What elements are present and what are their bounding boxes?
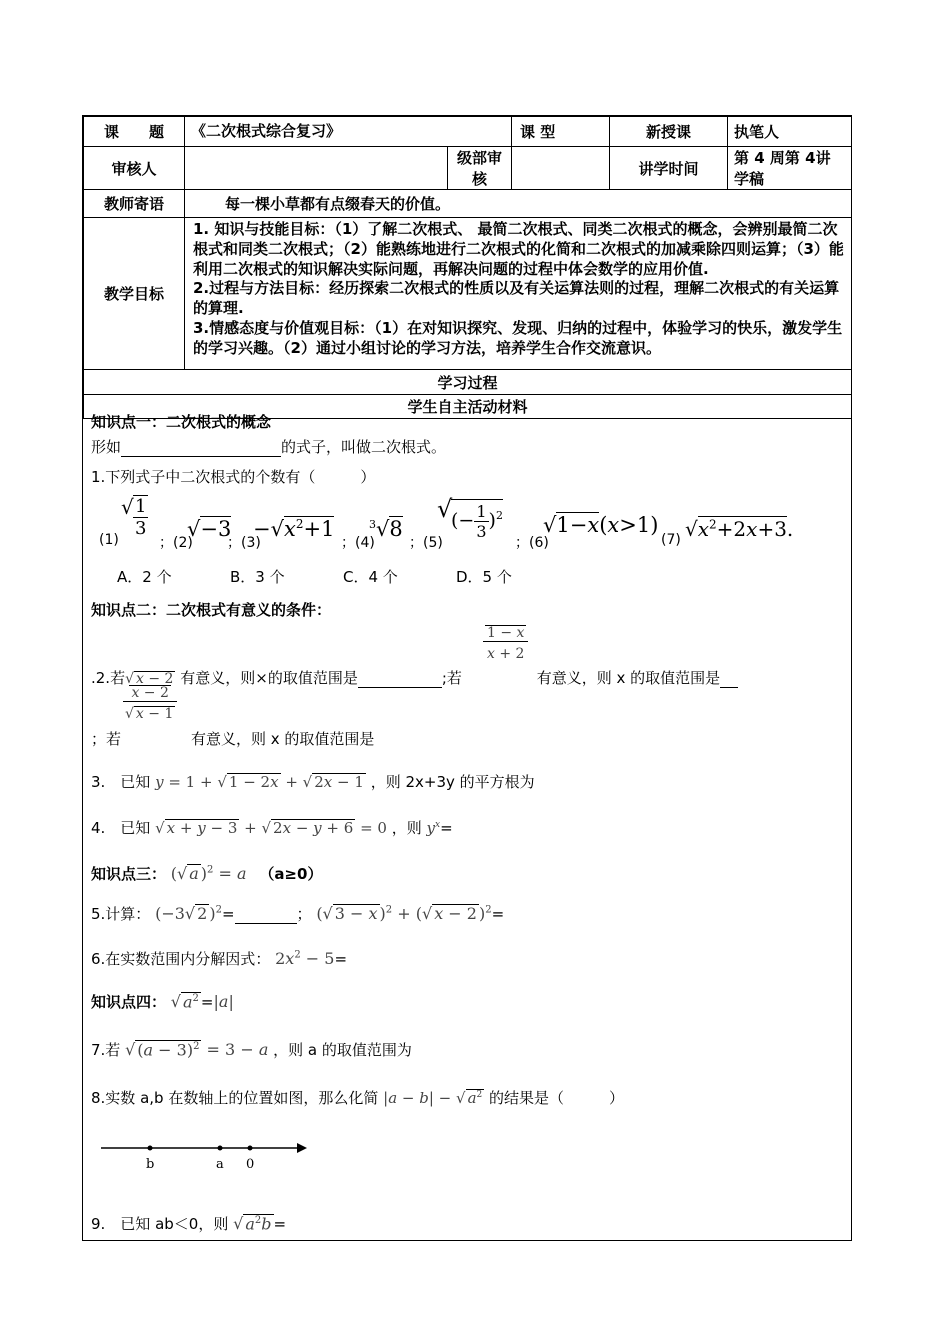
label-a: a bbox=[216, 1157, 224, 1172]
q1-options bbox=[117, 566, 512, 587]
label-0: 0 bbox=[246, 1157, 255, 1172]
number-line bbox=[101, 1133, 311, 1183]
q1-text: 1.下列式子中二次根式的个数有（ ） bbox=[91, 468, 376, 486]
q4-line: 4. 已知 √ x + y − 3 + √ 2x − y + 6 = 0 ，则 $y^x=$ bbox=[91, 819, 453, 837]
reviewer-label: 审核人 bbox=[84, 147, 185, 190]
reviewer-value bbox=[185, 147, 448, 190]
axis-arrow bbox=[297, 1143, 307, 1153]
q2-line1: .2.若√ x − 2 有意义，则×的取值范围是 ;若 有意义，则 x 的取值范围是 bbox=[91, 667, 738, 688]
q3-line: 3. 已知 y = 1 + √ 1 − 2x + √ 2x − 1 ，则 2x+3y 的平方根为 bbox=[91, 773, 535, 791]
q1-option-b: B．3 个 bbox=[230, 568, 285, 586]
topic-value: 《二次根式综合复习》 bbox=[185, 117, 512, 147]
q5-line: 5.计算： (−3√ 2 )$^2$= ； (√ 3 − x )$^2$ + (√ x − 2 )$^2$= bbox=[91, 904, 505, 923]
label-b: b bbox=[146, 1157, 155, 1172]
q2-frac2: $\frac{x - 2}{√ x - 1}$ bbox=[123, 685, 177, 723]
message-value: 每一棵小草都有点缀春天的价值。 bbox=[185, 190, 852, 218]
grade-review-value bbox=[512, 147, 610, 190]
author-label: 执笔人 bbox=[728, 117, 852, 147]
k1-blank bbox=[121, 440, 281, 457]
q7-line: 7.若 √ $(a - 3)^2 = 3 - a$ ，则 a 的取值范围为 bbox=[91, 1040, 412, 1059]
type-label: 课 型 bbox=[512, 117, 610, 147]
q6-line: 6.在实数范围内分解因式： $2x^2 - 5=$ bbox=[91, 949, 348, 968]
q1-option-a: A．2 个 bbox=[117, 568, 172, 586]
worksheet-page: 课 题 《二次根式综合复习》 课 型 新授课 执笔人 审核人 级部审核 讲学时间 第 4 周第 4讲学稿 教师寄语 每一棵小草都有点缀春天的价值。 教学目标 1. 知识与技能目标：（1）了解二次根式、 最简二次根式、同类二次根式的概念，会辨别最简二次根式和同类二次根式；（2）能熟练地进行二次根式的化简和二次根式的加减乘除四则运算；（3）能利用二次根式的知识解决实际问题，再解决问题的过程中体会数学的应用价值. 2.过程与方法目标：经历探索二次根式的性质以及有关运算法则的过程，理解二次根式的有关运算的算理. 3.情感态度与价值观目标：（1）在对知识探究、发现、归纳的过程中，体验学习的快乐，激发学生的学习兴趣。（2）通过小组讨论的学习方法，培养学生合作交流意识。 学习过程 学生自主活动材料 知识点一：二次根式的概念 形如 的式子，叫做二次根式。 1.下列式子中二次根式的个数有（ ） (1) √ $\frac{1}{3}$ ；(2) √−3 ；(3) $-√x^2+1$ ；(4) $^3$√8 ；(5) √ (− $\frac{1}{3}$ )$^2$ ；(6) √1−x(x>1) (7) $√x^2+2x+3$. A．2 个 B．3 个 C．4 个 D．5 个 知识点二：二次根式有意义的条件： $\frac{1 - x}{x + 2}$ .2.若√ x − 2 有意义，则×的取值范围是 ;若 有意义，则 x 的取值范围是 $\frac{x - 2}{√ x - 1}$ ；若 有意义，则 x 的取值范围是 3. 已知 y = 1 + √ 1 − 2x + √ 2x − 1 ，则 2x+3y 的平方根为 4. 已知 √ x + y − 3 + √ 2x − y + 6 = 0 ，则 $y^x=$ 知识点三： (√ a )$^2$ = a （a≥0） 5.计算： (−3√ 2 )$^2$= ； (√ 3 − x )$^2$ + (√ x − 2 )$^2$= 6.在实数范围内分解因式： $2x^2 - 5=$ 知识点四： √ $a^2 =|a|$ 7.若 √ $(a - 3)^2 = 3 - a$ ，则 a 的取值范围为 8.实数 a,b 在数轴上的位置如图，那么化简 |a − b| − √ $a^2$ 的结果是（ ） b a 0 9. 已知 ab＜0，则 √ $a^2b$ = bbox=[82, 115, 852, 1241]
topic-label: 课 题 bbox=[84, 117, 185, 147]
q9-line: 9. 已知 ab＜0，则 √ $a^2b$ = bbox=[91, 1214, 287, 1233]
q2-frac: $\frac{1 - x}{x + 2}$ bbox=[483, 625, 528, 662]
point-0 bbox=[248, 1146, 253, 1151]
goals-cell bbox=[185, 218, 852, 370]
process-title: 学习过程 bbox=[84, 370, 852, 395]
goal-2: 2.过程与方法目标：经历探索二次根式的性质以及有关运算法则的过程，理解二次根式的有关运算的算理. bbox=[193, 279, 840, 318]
goal-1: 1. 知识与技能目标：（1）了解二次根式、 最简二次根式、同类二次根式的概念，会辨别最简二次根式和同类二次根式；（2）能熟练地进行二次根式的化简和二次根式的加减乘除四则运算；（3）能利用二次根式的知识解决实际问题，再解决问题的过程中体会数学的应用价值. bbox=[193, 220, 844, 278]
k4-line: 知识点四： √ $a^2 =|a|$ bbox=[91, 992, 234, 1011]
goal-3: 3.情感态度与价值观目标：（1）在对知识探究、发现、归纳的过程中，体验学习的快乐，激发学生的学习兴趣。（2）通过小组讨论的学习方法，培养学生合作交流意识。 bbox=[193, 318, 843, 357]
q1-option-c: C．4 个 bbox=[343, 568, 398, 586]
type-value: 新授课 bbox=[610, 117, 728, 147]
k2-title: 知识点二：二次根式有意义的条件： bbox=[91, 601, 332, 619]
point-a bbox=[218, 1146, 223, 1151]
q8-line: 8.实数 a,b 在数轴上的位置如图，那么化简 |a − b| − √ $a^2$ 的结果是（ ） bbox=[91, 1089, 625, 1107]
lecture-time-value: 第 4 周第 4讲学稿 bbox=[728, 147, 852, 190]
point-b bbox=[148, 1146, 153, 1151]
message-label: 教师寄语 bbox=[84, 190, 185, 218]
k1-title: 知识点一：二次根式的概念 bbox=[91, 413, 272, 431]
material-title: 学生自主活动材料 bbox=[84, 395, 852, 419]
q2-line2: ；若 有意义，则 x 的取值范围是 bbox=[91, 730, 375, 748]
goals-label: 教学目标 bbox=[84, 218, 185, 370]
grade-review-label: 级部审核 bbox=[448, 147, 512, 190]
header-table bbox=[83, 116, 852, 419]
k1-definition: 形如 的式子，叫做二次根式。 bbox=[91, 438, 447, 456]
number-line-svg bbox=[101, 1133, 311, 1183]
q1-option-d: D．5 个 bbox=[456, 568, 512, 586]
k3-line: 知识点三： (√ a )$^2$ = a （a≥0） bbox=[91, 864, 323, 883]
lecture-time-label: 讲学时间 bbox=[610, 147, 728, 190]
